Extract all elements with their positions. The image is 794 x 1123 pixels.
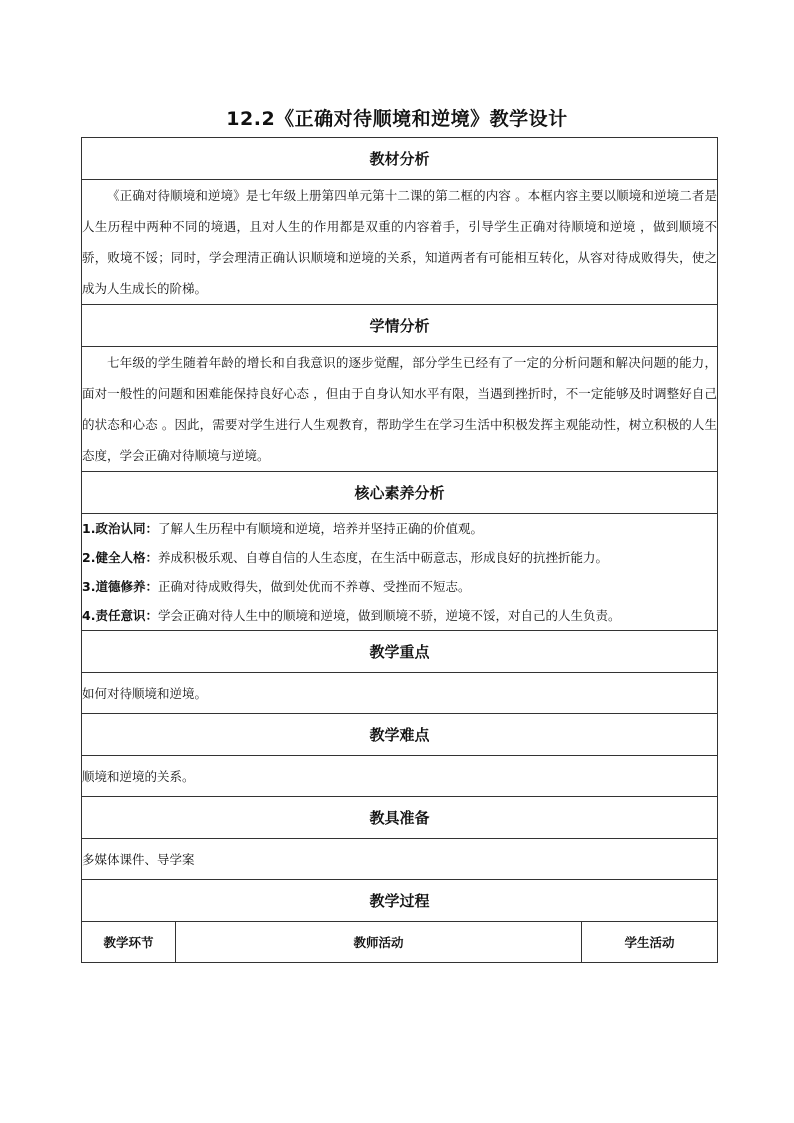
- literacy-item-label: 3.道德修养：: [82, 579, 158, 594]
- literacy-item: [82, 601, 717, 630]
- literacy-item-text: 了解人生历程中有顺境和逆境，培养并坚持正确的价值观。: [157, 521, 483, 536]
- literacy-item: [82, 572, 717, 601]
- literacy-body-row: [82, 514, 718, 631]
- column-header-student-activity: 学生活动: [582, 922, 718, 963]
- column-header-stage: 教学环节: [82, 922, 176, 963]
- literacy-header-row: [82, 472, 718, 514]
- tools-body-row: [82, 839, 718, 880]
- key-point-body-row: [82, 673, 718, 714]
- students-cell: [82, 347, 718, 472]
- key-point-header-row: [82, 631, 718, 673]
- students-paragraph: 七年级的学生随着年龄的增长和自我意识的逐步觉醒，部分学生已经有了一定的分析问题和解决问题的能力，面对一般性的问题和困难能保持良好心态 ，但由于自身认知水平有限，当遇到挫折时，不一定能够及时调整好自己的状态和心态 。因此，需要对学生进行人生观教育，帮助学生在学习生活中积极发挥主观能动性，树立积极的人生态度，学会正确对待顺境与逆境。: [82, 355, 718, 463]
- difficulty-heading: 教学难点: [82, 714, 718, 756]
- material-header-row: [82, 138, 718, 180]
- students-heading: 学情分析: [82, 305, 718, 347]
- students-body-row: [82, 347, 718, 472]
- difficulty-body-row: [82, 756, 718, 797]
- column-header-teacher-activity: 教师活动: [176, 922, 582, 963]
- document-title: 12.2《正确对待顺境和逆境》教学设计: [226, 108, 568, 130]
- material-heading: 教材分析: [82, 138, 718, 180]
- literacy-heading: 核心素养分析: [82, 472, 718, 514]
- tools-header-row: [82, 797, 718, 839]
- literacy-item-text: 正确对待成败得失，做到处优而不养尊、受挫而不短志。: [157, 579, 471, 594]
- process-header-row: [82, 880, 718, 922]
- literacy-item-text: 学会正确对待人生中的顺境和逆境，做到顺境不骄，逆境不馁，对自己的人生负责。: [157, 608, 621, 623]
- process-heading: 教学过程: [82, 880, 718, 922]
- difficulty-text: 顺境和逆境的关系。: [82, 756, 718, 797]
- material-body-row: [82, 180, 718, 305]
- key-point-heading: 教学重点: [82, 631, 718, 673]
- lesson-plan-table: [81, 137, 718, 963]
- key-point-text: 如何对待顺境和逆境。: [82, 673, 718, 714]
- difficulty-header-row: [82, 714, 718, 756]
- material-paragraph: 《正确对待顺境和逆境》是七年级上册第四单元第十二课的第二框的内容 。本框内容主要以顺境和逆境二者是人生历程中两种不同的境遇，且对人生的作用都是双重的内容着手，引导学生正确对待顺境和逆境 ，做到顺境不骄，败境不馁；同时，学会理清正确认识顺境和逆境的关系，知道两者有可能相互转化，从容对待成败得失，使之成为人生成长的阶梯。: [82, 188, 718, 296]
- literacy-item-label: 1.政治认同：: [82, 521, 158, 536]
- literacy-item-text: 养成积极乐观、自尊自信的人生态度，在生活中砺意志，形成良好的抗挫折能力。: [157, 550, 608, 565]
- material-cell: [82, 180, 718, 305]
- process-columns-row: [82, 922, 718, 963]
- literacy-item-label: 2.健全人格：: [82, 550, 158, 565]
- literacy-item: [82, 514, 717, 543]
- tools-text: 多媒体课件、导学案: [82, 839, 718, 880]
- literacy-item-label: 4.责任意识：: [82, 608, 158, 623]
- tools-heading: 教具准备: [82, 797, 718, 839]
- literacy-item: [82, 543, 717, 572]
- literacy-cell: [82, 514, 718, 631]
- students-header-row: [82, 305, 718, 347]
